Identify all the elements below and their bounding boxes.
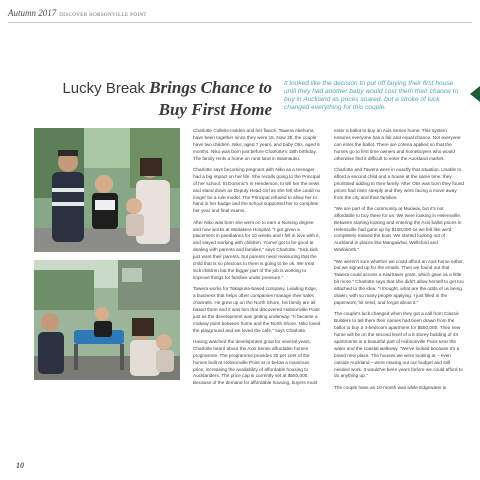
- family-photo-bottom: [34, 260, 180, 380]
- issue-label: Autumn 2017: [8, 8, 57, 18]
- headline-part2: Brings Chance to: [149, 78, 272, 97]
- paragraph: After Niko was born she went on to earn a Nursing degree and now works at Waitakere Hospital. "I got given a placement in paediatrics for 10 weeks and I fell in love with it, and stayed working with children. You've got to be good at dealing with parents and families," says Charlotte. "Sick kids just want their parents, but parents need reassuring that the child that is so precious to them is going to be ok. We treat sick children but the bigger part of the job is working to improve things for families under pressure.": [193, 219, 320, 280]
- page-tab-arrow-icon: [470, 86, 480, 102]
- page-number: 10: [16, 461, 24, 470]
- section-label: DISCOVER HOBSONVILLE POINT: [59, 13, 147, 18]
- paragraph: Tawera works for Takapuna-based company, Leading Edge, a business that helps other companies manage their sales channels. He grew up on the North Shore, his family are all based there and it was him that discovered Hobsonville Point just as the development was getting underway. "It became a midway point between home and the North Shore. Niko loved the playground and we loved the cafe," says Charlotte.: [193, 286, 321, 333]
- article-column-1: [193, 128, 321, 392]
- paragraph: Having watched the development grow for several years, Charlotte heard about the Axis Series affordable homes programme. The programme provides 20 per cent of the homes built at Hobsonville Point at or below a maximum price, increasing the availability of affordable housing to Aucklanders. The price cap is currently set at $550,000. Because of the demand for affordable housing, buyers must: [193, 338, 318, 386]
- paragraph: Charlotte and Tawera were in exactly that situation. Unable to afford a second child and a house at the same time, they prioritised adding to their family. After Otis was born they found prices had risen steeply and they were facing a move away from the city and their families.: [334, 166, 464, 200]
- article-column-2: [334, 128, 464, 396]
- paragraph: Charlotte Colleits-Holden and her fiancé, Tawera Akehorst, have been together since they were 15. Now 25, the couple have two children, Niko, aged 7 years, and baby Otis, aged 9 months. Niko was born just before Charlotte's 18th birthday. The family rents a home on rural land in Waimauku.: [193, 128, 320, 161]
- article-standfirst: It looked like the decision to put off buying their first house until they had another baby would cost them their chance to buy in Auckland as prices soared, but a stroke of luck changed everything for this couple.: [284, 80, 459, 112]
- paragraph: enter a ballot to buy an Axis Series home. This system ensures everyone has a fair and equal chance. Not everyone can enter the ballot. There are criteria applied so that the homes go to first time owners and homebuyers who would otherwise find it difficult to enter the Auckland market.: [334, 128, 461, 161]
- paragraph: The couple's luck changed when they got a call from Classic Builders to tell them their names had been drawn from the ballot to buy a 3-bedroom apartment for $550,000. Their new home will be on the second level of a 5 storey building of 43 apartments in a beautiful part of Hobsonville Point near the water and the coastal walkway. "We've looked because it's a brand new place. The houses we were looking at – even outside Auckland – were maxing out our budget and still needed work. It would've been years before we could afford to do anything up.": [334, 311, 463, 379]
- article-headline: [40, 78, 272, 121]
- issue-title: [8, 8, 147, 18]
- page-header: [0, 0, 480, 28]
- paragraph: "We are part of the community at Muriwai, but it's not affordable to buy there for us. We were looking in Helensville. Between starting looking and entering the Axis ballot prices in Helensville had gone up by $100,000 so we felt like we'd completely missed the boat. We started looking out of Auckland in places like Mangawhai, Wellsford and Warkworth.": [334, 205, 462, 253]
- headline-line2: Buy First Home: [158, 100, 272, 119]
- header-divider: [8, 22, 472, 23]
- family-photo-top: [34, 128, 180, 252]
- paragraph: Charlotte says becoming pregnant with Niko as a teenager had a big impact on her life. She recalls going to the Principal of her school, St Dominic's in Henderson, to tell her the news and stand down as Deputy Head Girl as she felt she could no longer be a role model. The Principal refused to allow her to hand in her badge and the school supported her to complete her year and final exams.: [193, 166, 321, 214]
- headline-part1: Lucky Break: [62, 80, 150, 97]
- paragraph: The couple have an 18-month wait while Edgewater is: [334, 384, 447, 390]
- paragraph: "We weren't sure whether we could afford an Axis home either, but we signed up for the emails. Then we found out that Tawera could access a KiwiSaver grant, which gave us a little bit more." Charlotte says that she didn't allow herself to get too attached to the idea. "I thought, what are the odds of us being drawn, with so many people applying. I just filled in the paperwork, hit send, and forgot about it.": [334, 258, 464, 306]
